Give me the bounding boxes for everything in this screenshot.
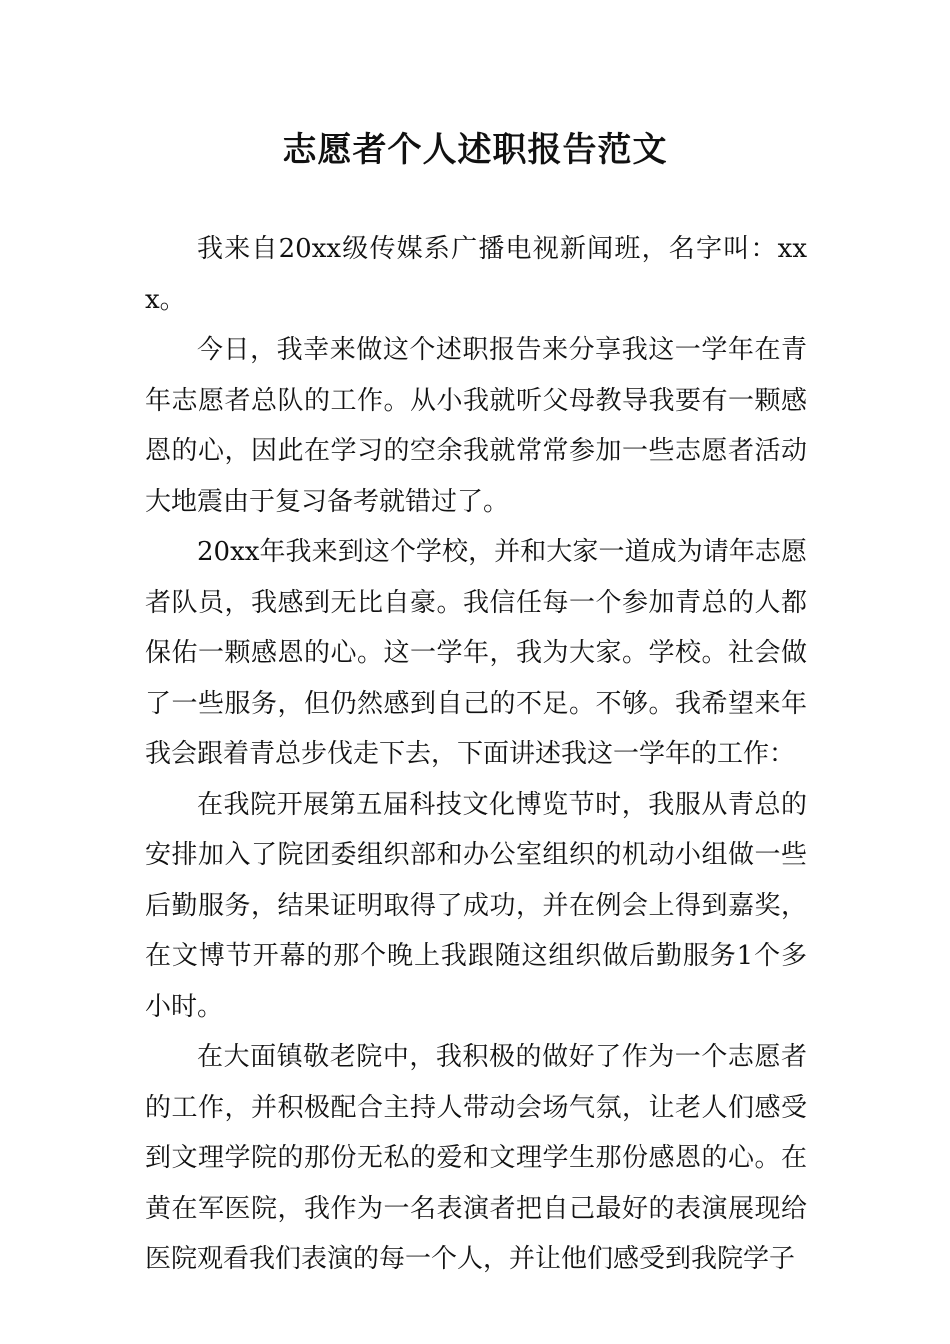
paragraph-3: 20xx年我来到这个学校，并和大家一道成为请年志愿者队员，我感到无比自豪。我信任每一个参加青总的人都保佑一颗感恩的心。这一学年，我为大家。学校。社会做了一些服务，但仍然感到自己的不足。不够。我希望来年我会跟着青总步伐走下去，下面讲述我这一学年的工作： bbox=[145, 537, 807, 769]
document-body bbox=[145, 224, 807, 1285]
paragraph-1: 我来自20xx级传媒系广播电视新闻班，名字叫：xxx。 bbox=[145, 234, 807, 315]
paragraph-5: 在大面镇敬老院中，我积极的做好了作为一个志愿者的工作，并积极配合主持人带动会场气氛，让老人们感受到文理学院的那份无私的爱和文理学生那份感恩的心。在黄在军医院，我作为一名表演者把自己最好的表演展现给医院观看我们表演的每一个人，并让他们感受到我院学子 bbox=[145, 1042, 807, 1274]
paragraph-4: 在我院开展第五届科技文化博览节时，我服从青总的安排加入了院团委组织部和办公室组织的机动小组做一些后勤服务，结果证明取得了成功，并在例会上得到嘉奖，在文博节开幕的那个晚上我跟随这组织做后勤服务1个多小时。 bbox=[145, 789, 807, 1022]
paragraph-2: 今日，我幸来做这个述职报告来分享我这一学年在青年志愿者总队的工作。从小我就听父母教导我要有一颗感恩的心，因此在学习的空余我就常常参加一些志愿者活动大地震由于复习备考就错过了。 bbox=[145, 335, 807, 517]
document-title: 志愿者个人述职报告范文 bbox=[282, 130, 668, 170]
